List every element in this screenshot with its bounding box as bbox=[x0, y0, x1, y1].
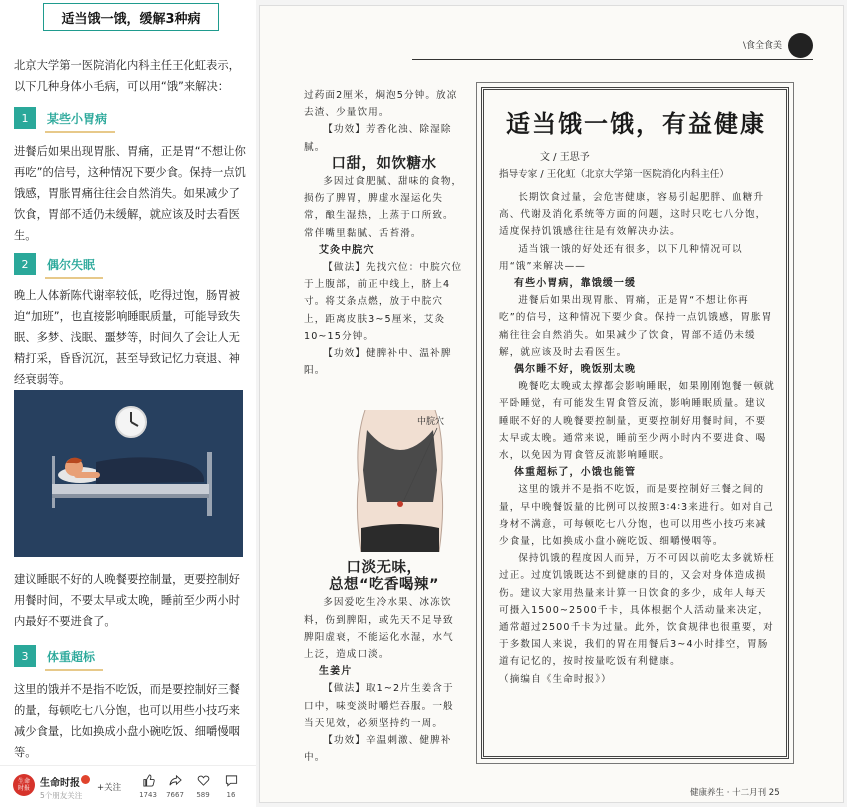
magazine-paragraph: 多因爱吃生冷水果、冰冻饮料，伤到脾阳，或先天不足导致脾阳虚衰，不能运化水湿，水气上泛，造成口淡。 bbox=[304, 597, 454, 661]
magazine-paragraph: 【做法】先找穴位：中脘穴位于上腹部，前正中线上，脐上4寸。将艾条点燃，放于中脘穴上，距离皮肤3~5厘米，艾灸10~15分钟。 bbox=[304, 262, 463, 342]
acupoint-label: 中脘穴 bbox=[417, 417, 445, 427]
magazine-paragraph: 晚餐吃太晚或太撑都会影响睡眠，如果刚刚饱餐一顿就平卧睡觉，有可能发生胃食管反流，影响睡眠质量。建议睡眠不好的人晚餐要控制量，更要控制好用餐时间，不要太早或太晚。通常来说，睡前至少两小时内不要进食、喝水，以免因为胃食管反流影响睡眠。 bbox=[499, 381, 775, 462]
section-label: 某些小胃病 bbox=[47, 111, 108, 126]
like-button[interactable] bbox=[138, 772, 158, 799]
magazine-subheading: 口淡无味， bbox=[346, 560, 422, 576]
section-number: 1 bbox=[14, 107, 36, 129]
magazine-subheading: 总想“吃香喝辣” bbox=[328, 577, 440, 594]
section-number: 3 bbox=[14, 645, 36, 667]
like-count: 1743 bbox=[139, 791, 157, 799]
magazine-paragraph: 适当饿一饿的好处还有很多，以下几种情况可以用“饿”来解决—— bbox=[499, 243, 743, 272]
section-body-2: 晚上人体新陈代谢率较低，吃得过饱，肠胃被迫“加班”，也直接影响睡眠质量，可能导致失眠、多梦、浅眠、噩梦等，时间久了会让人无精打采，昏昏沉沉，甚至导致记忆力衰退、神经衰弱等。 bbox=[14, 289, 241, 386]
magazine-paragraph: 过药面2厘米，焖泡5分钟。放凉去渣、少量饮用。 bbox=[304, 90, 458, 119]
magazine-column-left-top bbox=[304, 87, 464, 379]
magazine-minor-heading: 生姜片 bbox=[319, 666, 353, 678]
magazine-paragraph: 长期饮食过量，会危害健康，容易引起肥胖、血糖升高、代谢及消化系统等方面的问题，这时只吃七八分饱，适度保持饥饿感往往是有效解决办法。 bbox=[499, 192, 767, 238]
article-footer-bar bbox=[0, 765, 256, 807]
section-body-3: 这里的饿并不是指不吃饭，而是要控制好三餐的量，每顿吃七八分饱，也可以用些小技巧来减少食量，比如换成小盘小碗吃饭、细嚼慢咽等。 bbox=[14, 683, 240, 759]
follow-button[interactable]: +关注 bbox=[97, 783, 122, 793]
magazine-column-left-bottom bbox=[304, 560, 464, 766]
magazine-paragraph: 进餐后如果出现胃胀、胃痛，正是胃“不想让你再吃”的信号，这种情况下要少食。保持一点饥饿感，胃胀胃痛往往会自然消失。如果减少了饮食，胃部不适仍未缓解，就应该及时去看医生。 bbox=[499, 295, 773, 358]
section-heading-1 bbox=[14, 107, 107, 129]
verified-badge-icon bbox=[81, 775, 90, 784]
magazine-subheading: 口甜，如饮糖水 bbox=[331, 155, 437, 172]
thumbs-up-icon bbox=[142, 774, 155, 787]
magazine-paragraph: 【功效】辛温刺激、健脾补中。 bbox=[304, 735, 452, 764]
magazine-paragraph: 多因过食肥腻、甜味的食物，损伤了脾胃，脾虚水湿运化失常，酿生湿热，上蒸于口所致。常伴嘴里黏腻、舌苔滑。 bbox=[304, 176, 463, 239]
section-label: 体重超标 bbox=[47, 649, 96, 664]
magazine-minor-heading: 偶尔睡不好，晚饭别太晚 bbox=[514, 364, 637, 376]
magazine-minor-heading: 体重超标了，小饿也能管 bbox=[514, 467, 637, 479]
share-count: 7667 bbox=[166, 791, 184, 799]
section-heading-2 bbox=[14, 253, 95, 275]
heart-icon bbox=[197, 774, 210, 787]
magazine-title: 适当饿一饿，有益健康 bbox=[506, 109, 766, 138]
header-rule bbox=[412, 59, 813, 60]
magazine-expert: 指导专家 / 王化虹（北京大学第一医院消化内科主任） bbox=[499, 169, 729, 180]
acupoint-figure bbox=[325, 410, 475, 552]
magazine-paragraph: 保持饥饿的程度因人而异，万不可因以前吃太多就矫枉过正。过度饥饿既达不到健康的目的，又会对身体造成损伤。建议大家用热量来计算一日饮食的多少，成年人每天可摄入1500~2500千卡，具体根据个人活动量来决定，通常超过2500千卡为过量。此外，饮食规律也很重要，对于多数国人来说，我们的胃在用餐后3~4小时排空，胃肠道有记忆的，按时按量吃饭有利健康。 bbox=[499, 553, 775, 668]
magazine-byline: 文 / 王思予 bbox=[540, 152, 590, 163]
comment-icon bbox=[225, 774, 238, 787]
magazine-paragraph: （摘编自《生命时报》） bbox=[499, 673, 612, 685]
magazine-paragraph: 【功效】芳香化浊、除湿除腻。 bbox=[304, 124, 452, 153]
magazine-minor-heading: 有些小胃病，靠饿缓一缓 bbox=[514, 278, 637, 290]
share-button[interactable] bbox=[165, 772, 185, 799]
account-name[interactable]: 生命时报 bbox=[40, 778, 80, 789]
magazine-paragraph: 【功效】健脾补中、温补脾阳。 bbox=[304, 348, 452, 377]
section-body-1: 进餐后如果出现胃胀、胃痛，正是胃“不想让你再吃”的信号，这种情况下要少食。保持一点饥饿感，胃胀胃痛往往会自然消失。如果减少了饮食，胃部不适仍未缓解，就应该及时去看医生。 bbox=[14, 145, 246, 242]
followers-count: 5个朋友关注 bbox=[40, 791, 83, 800]
magazine-minor-heading: 艾灸中脘穴 bbox=[319, 244, 375, 256]
magazine-section-header: \食全食美 bbox=[742, 41, 782, 51]
bowl-icon bbox=[788, 33, 813, 58]
intro-text: 北京大学第一医院消化内科主任王化虹表示，以下几种身体小毛病，可以用“饿”来解决： bbox=[14, 59, 240, 93]
comment-button[interactable] bbox=[221, 772, 241, 799]
share-icon bbox=[169, 774, 182, 787]
section-number: 2 bbox=[14, 253, 36, 275]
magazine-paragraph: 【做法】取1~2片生姜含于口中，味变淡时嚼烂吞服。一般当天见效，必须坚持约一周。 bbox=[304, 683, 454, 729]
comment-count: 16 bbox=[226, 791, 236, 799]
favorite-count: 589 bbox=[196, 791, 210, 799]
article-title: 适当饿一饿，缓解3种病 bbox=[43, 3, 219, 31]
magazine-column-right bbox=[499, 189, 776, 688]
section-body-2-advice: 建议睡眠不好的人晚餐要控制量，更要控制好用餐时间，不要太早或太晚，睡前至少两小时内最好不要进食了。 bbox=[14, 573, 240, 628]
magazine-page-footer: 健康养生 · 十二月刊 25 bbox=[690, 788, 780, 798]
sleeping-person-illustration bbox=[14, 390, 243, 557]
section-heading-3 bbox=[14, 645, 95, 667]
account-avatar[interactable]: 生命 时报 bbox=[13, 774, 35, 796]
section-label: 偶尔失眠 bbox=[47, 257, 96, 272]
favorite-button[interactable] bbox=[193, 772, 213, 799]
feed-article-panel bbox=[0, 0, 256, 807]
magazine-paragraph: 这里的饿并不是指不吃饭，而是要控制好三餐之间的量，早中晚餐饭量的比例可以按照3∶4∶3来进行。如对自己身材不满意，可每顿吃七八分饱，也可以用些小技巧来减少食量，比如换成小盘小碗吃饭、细嚼慢咽等。 bbox=[499, 484, 774, 548]
